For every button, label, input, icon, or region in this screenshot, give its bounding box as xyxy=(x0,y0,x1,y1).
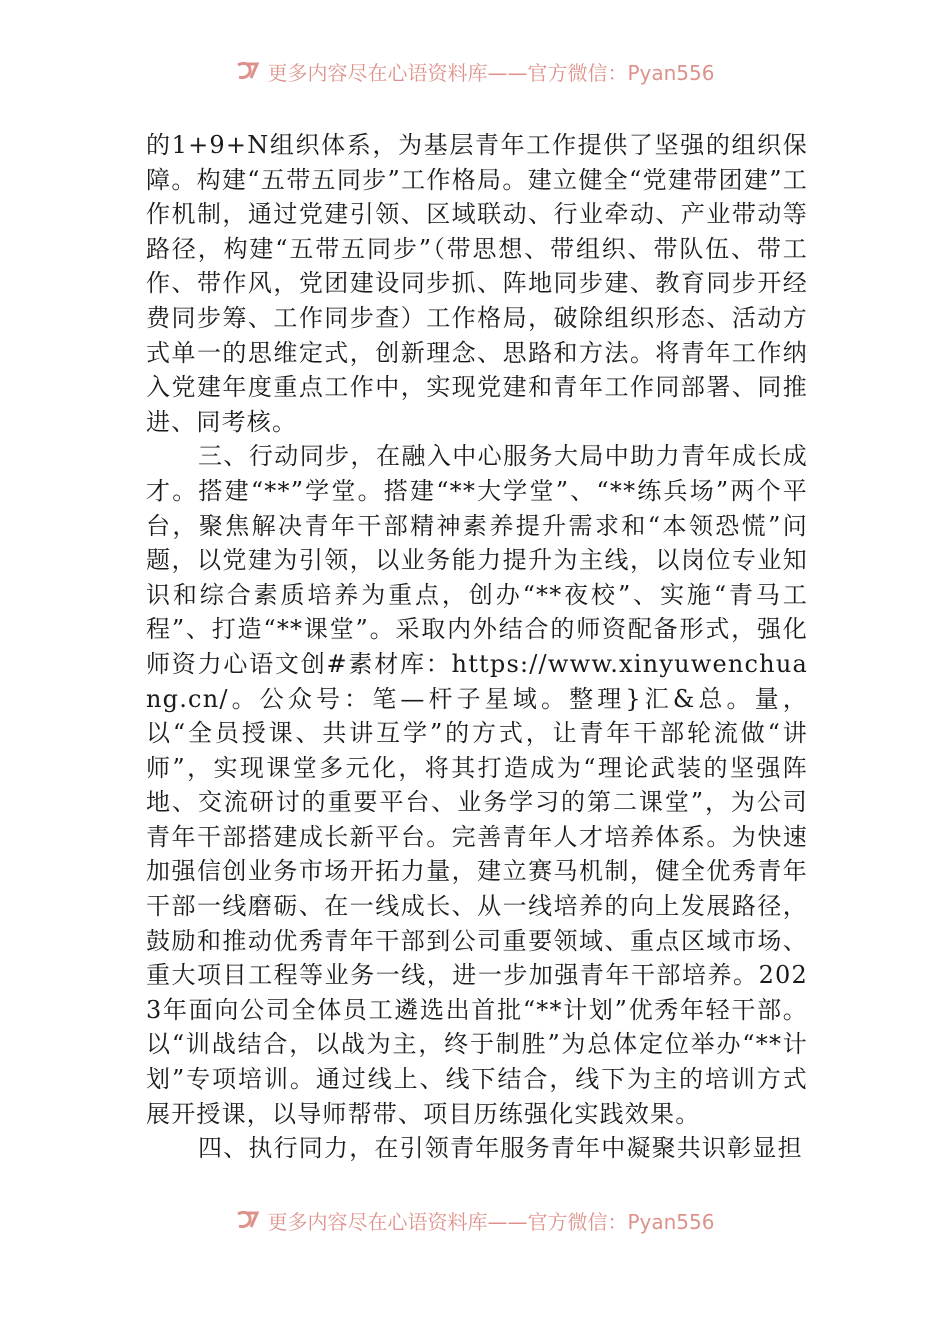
watermark-text: 更多内容尽在心语资料库——官方微信：Pyan556 xyxy=(267,60,715,85)
paragraph: 四、执行同力，在引领青年服务青年中凝聚共识彰显担 xyxy=(198,1134,803,1163)
paragraph: 三、行动同步，在融入中心服务大局中助力青年成长成才。搭建“**”学堂。搭建“**大学堂”、“**练兵场”两个平台，聚焦解决青年干部精神素养提升需求和“本领恐慌”问题，以党建为引领，以业务能力提升为主线，以岗位专业知识和综合素质培养为重点，创办“**夜校”、实施“青马工程”、打造“**课堂”。采取内外结合的师资配备形式，强化师资力心语文创#素材库：https://www.xinyuwenchuang.cn/。公众号：笔—杆子星域。整理}汇&总。量，以“全员授课、共讲互学”的方式，让青年干部轮流做“讲师”，实现课堂多元化，将其打造成为“理论武装的坚强阵地、交流研讨的重要平台、业务学习的第二课堂”，为公司青年干部搭建成长新平台。完善青年人才培养体系。为快速加强信创业务市场开拓力量，建立赛马机制，健全优秀青年干部一线磨砺、在一线成长、从一线培养的向上发展路径，鼓励和推动优秀青年干部到公司重要领域、重点区域市场、重大项目工程等业务一线，进一步加强青年干部培养。2023年面向公司全体员工遴选出首批“**计划”优秀年轻干部。以“训战结合，以战为主，终于制胜”为总体定位举办“**计划”专项培训。通过线上、线下结合，线下为主的培训方式展开授课，以导师帮带、项目历练强化实践效果。 xyxy=(146,442,808,1128)
header-watermark xyxy=(0,57,950,85)
document-body xyxy=(146,128,808,1166)
brand-logo-icon xyxy=(235,60,261,82)
watermark-text: 更多内容尽在心语资料库——官方微信：Pyan556 xyxy=(267,1209,715,1234)
brand-logo-icon xyxy=(235,1209,261,1231)
footer-watermark xyxy=(0,1206,950,1234)
paragraph: 的1+9+N组织体系，为基层青年工作提供了坚强的组织保障。构建“五带五同步”工作格局。建立健全“党建带团建”工作机制，通过党建引领、区域联动、行业牵动、产业带动等路径，构建“五带五同步”（带思想、带组织、带队伍、带工作、带作风，党团建设同步抓、阵地同步建、教育同步开经费同步筹、工作同步查）工作格局，破除组织形态、活动方式单一的思维定式，创新理念、思路和方法。将青年工作纳入党建年度重点工作中，实现党建和青年工作同部署、同推进、同考核。 xyxy=(146,131,808,436)
